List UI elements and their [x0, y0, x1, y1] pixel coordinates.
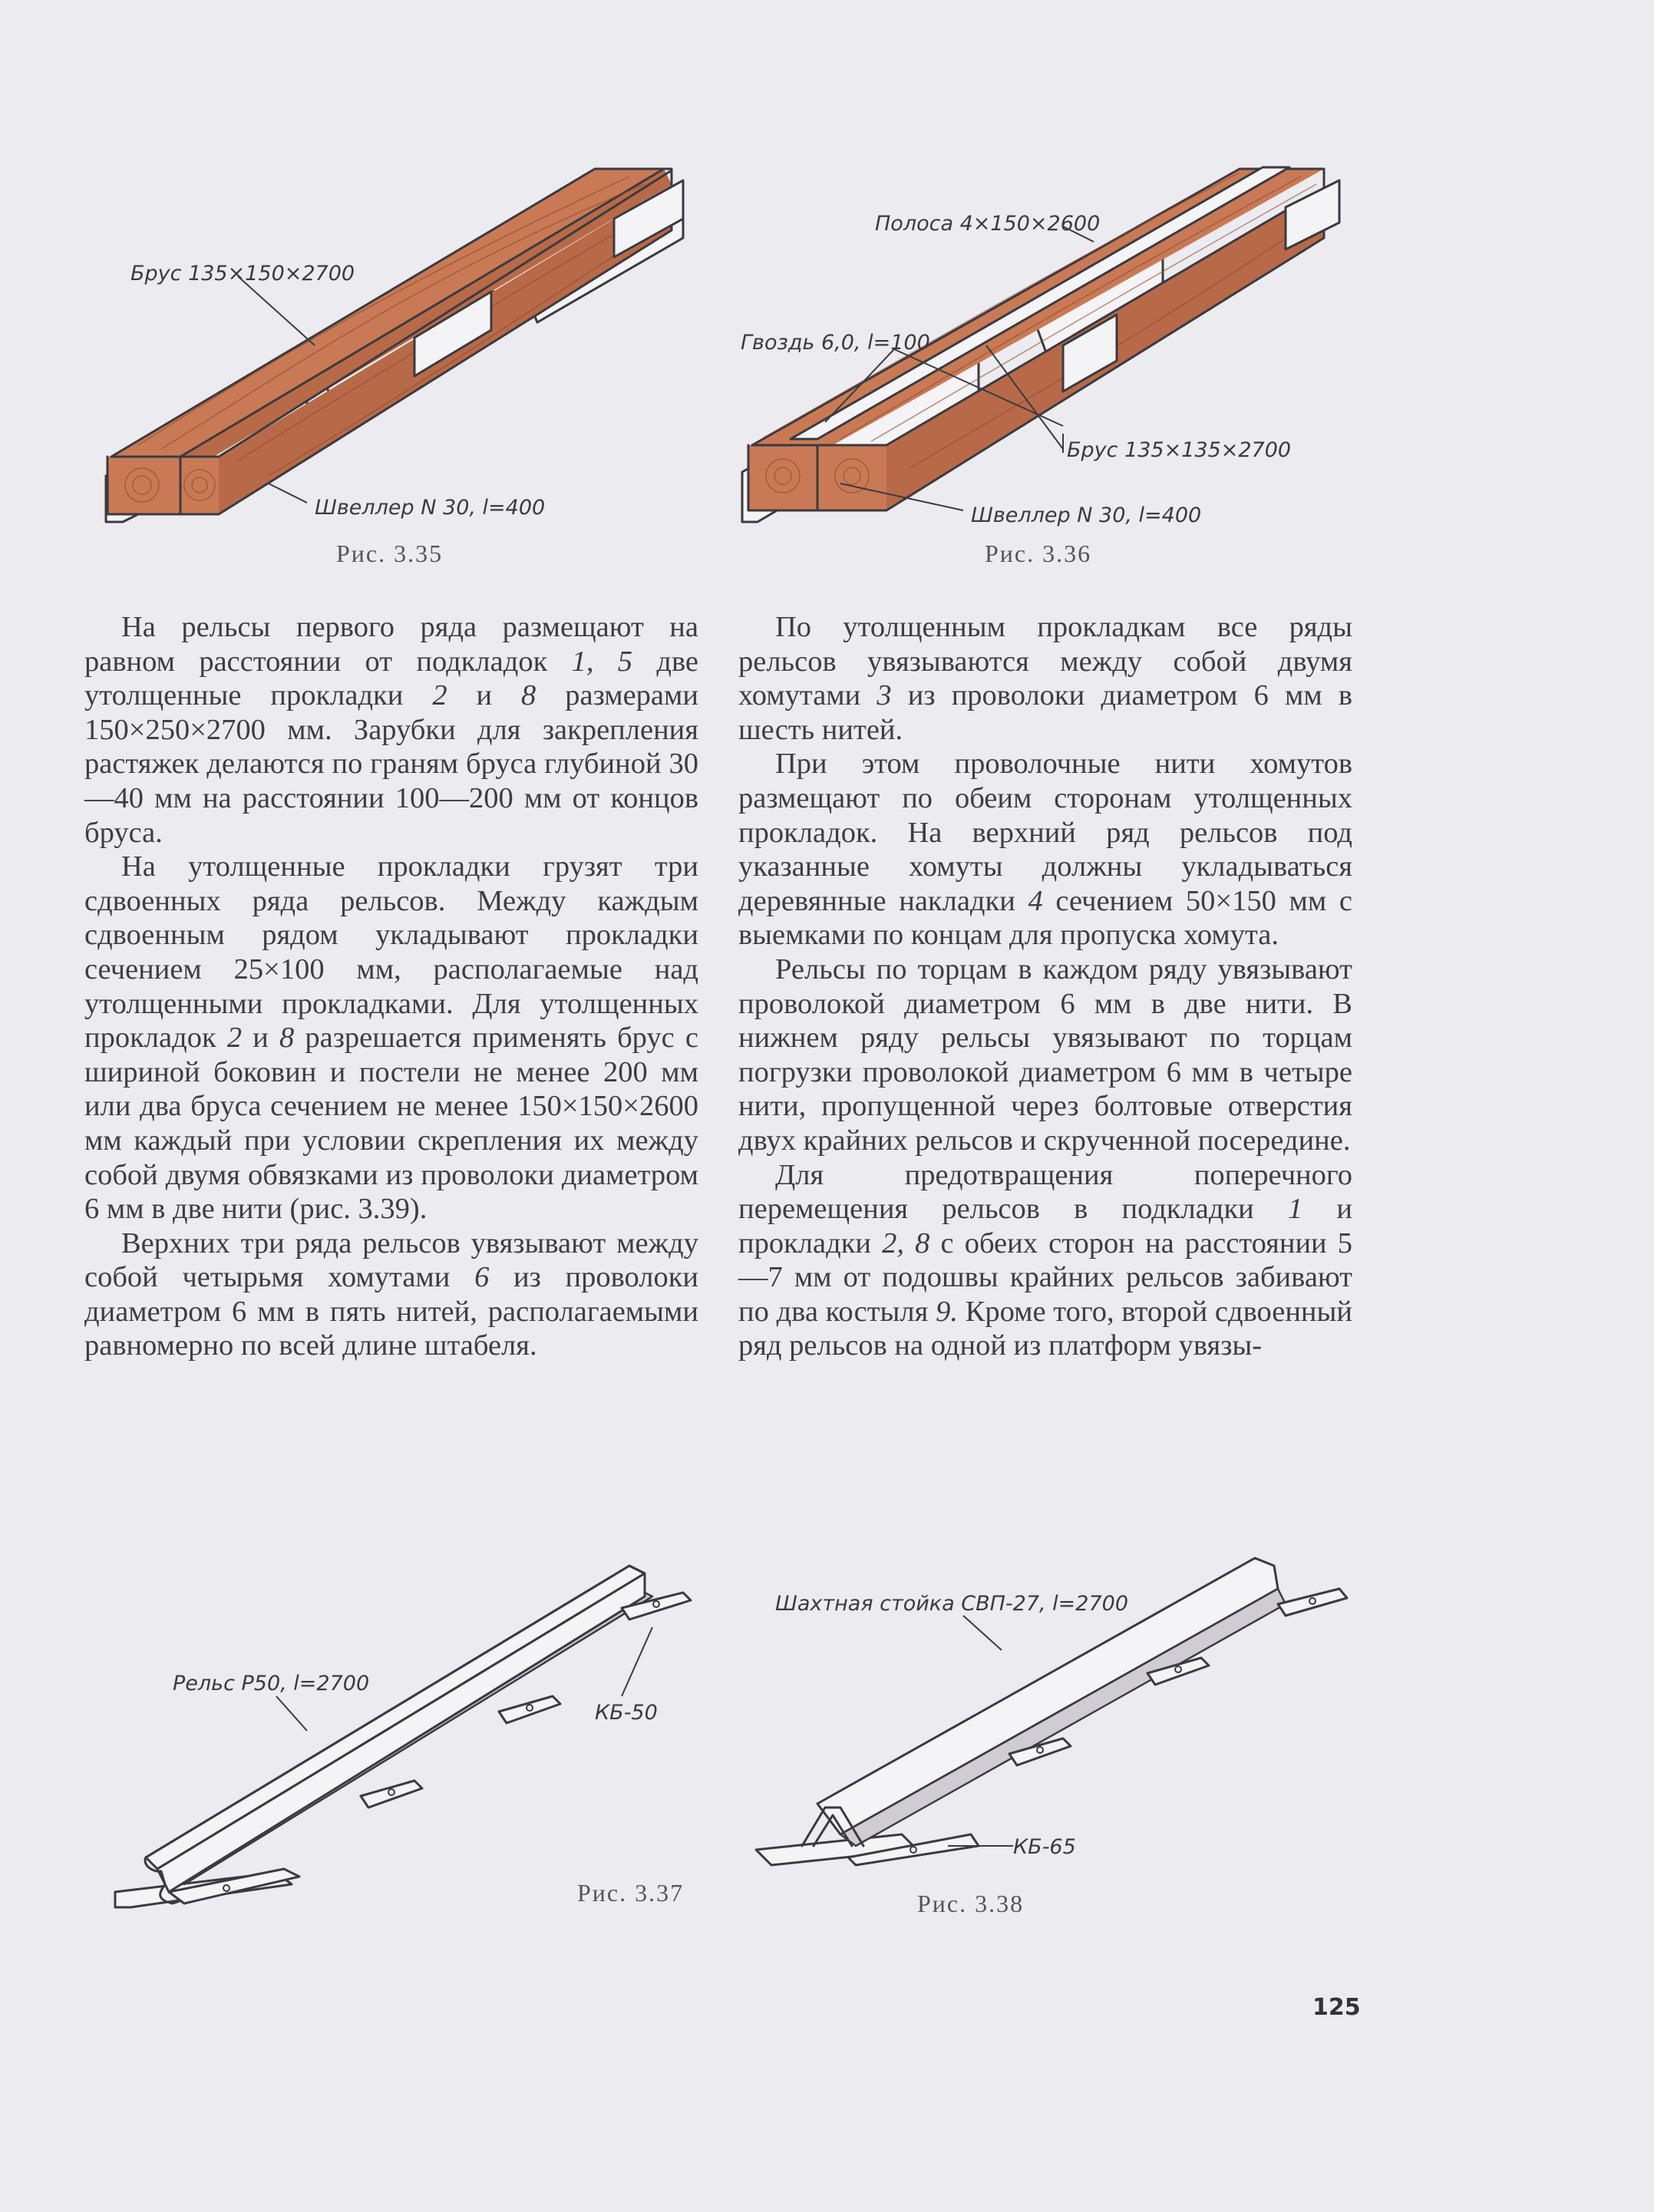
- left-paragraph-2: На утолщенные прокладки грузят три сдвоенных ряда рельсов. Между каждым сдвоенным рядом укладывают прокладки сечением 25×100 мм, располагаемые над утолщенными прокладками. Для утолщенных прокладок 2 и 8 разрешается применять брус с шириной боковин и постели не менее 200 мм или два бруса сечением не менее 150×150×2600 мм каждый при условии скрепления их между собой двумя обвязками из проволоки диаметром 6 мм в две нити (рис. 3.39).: [84, 850, 699, 1226]
- fig338-post-label: Шахтная стойка СВП-27, l=2700: [775, 1592, 1129, 1616]
- right-paragraph-3: Рельсы по торцам в каждом ряду увязывают проволокой диаметром 6 мм в две нити. В нижнем ряду рельсы увязывают по торцам погрузки проволокой диаметром 6 мм в четыре нити, пропущенной через болтовые отверстия двух крайних рельсов и скрученной посередине.: [738, 952, 1352, 1157]
- left-paragraph-1: На рельсы первого ряда размещают на равном расстоянии от подкладок 1, 5 две утолщенные прокладки 2 и 8 размерами 150×250×2700 мм. Зарубки для закрепления растяжек делаются по граням бруса глубиной 30—40 мм на расстоянии 100—200 мм от концов бруса.: [84, 611, 699, 849]
- right-paragraph-1: По утолщенным прокладкам все ряды рельсов увязываются между собой двумя хомутами 3 из проволоки диаметром 6 мм в шесть нитей.: [738, 611, 1353, 746]
- fig335-caption: Рис. 3.35: [336, 540, 444, 567]
- fig338-kb-label: КБ-65: [1013, 1835, 1076, 1859]
- fig336-strip-label: Полоса 4×150×2600: [875, 212, 1101, 236]
- right-paragraph-4: Для предотвращения поперечного перемещения рельсов в подкладки 1 и прокладки 2, 8 с обеих сторон на расстоянии 5—7 мм от подошвы крайних рельсов забивают по два костыля 9. Кроме того, второй сдвоенный ряд рельсов на одной из платформ увязы-: [738, 1158, 1353, 1362]
- figure-3-35: [92, 154, 737, 553]
- figure-3-37: [100, 1543, 714, 1926]
- fig336-caption: Рис. 3.36: [985, 540, 1092, 567]
- left-paragraph-3: Верхних три ряда рельсов увязывают между собой четырьмя хомутами 6 из проволоки диаметром 6 мм в пять нитей, располагаемыми равномерно по всей длине штабеля.: [84, 1227, 699, 1362]
- fig336-beam-label: Брус 135×135×2700: [1067, 438, 1292, 462]
- figure-3-36: [733, 154, 1378, 553]
- fig337-rail-label: Рельс Р50, l=2700: [173, 1672, 370, 1695]
- page-number: 125: [1312, 1994, 1361, 2021]
- right-paragraph-2: При этом проволочные нити хомутов размещают по обеим сторонам утолщенных прокладок. На верхний ряд рельсов под указанные хомуты должны укладываться деревянные накладки 4 сечением 50×150 мм с выемками по концам для пропуска хомута.: [738, 748, 1353, 952]
- fig338-caption: Рис. 3.38: [917, 1890, 1025, 1917]
- figure-3-38: [748, 1543, 1362, 1911]
- left-column-text: [84, 610, 698, 1363]
- fig335-beam-label: Брус 135×150×2700: [130, 262, 355, 286]
- fig337-caption: Рис. 3.37: [577, 1879, 685, 1907]
- right-column-text: [738, 610, 1352, 1363]
- fig336-nail-label: Гвоздь 6,0, l=100: [741, 331, 930, 355]
- fig336-channel-label: Швеллер N 30, l=400: [971, 503, 1202, 527]
- fig335-channel-label: Швеллер N 30, l=400: [315, 496, 546, 520]
- fig337-kb-label: КБ-50: [595, 1701, 658, 1725]
